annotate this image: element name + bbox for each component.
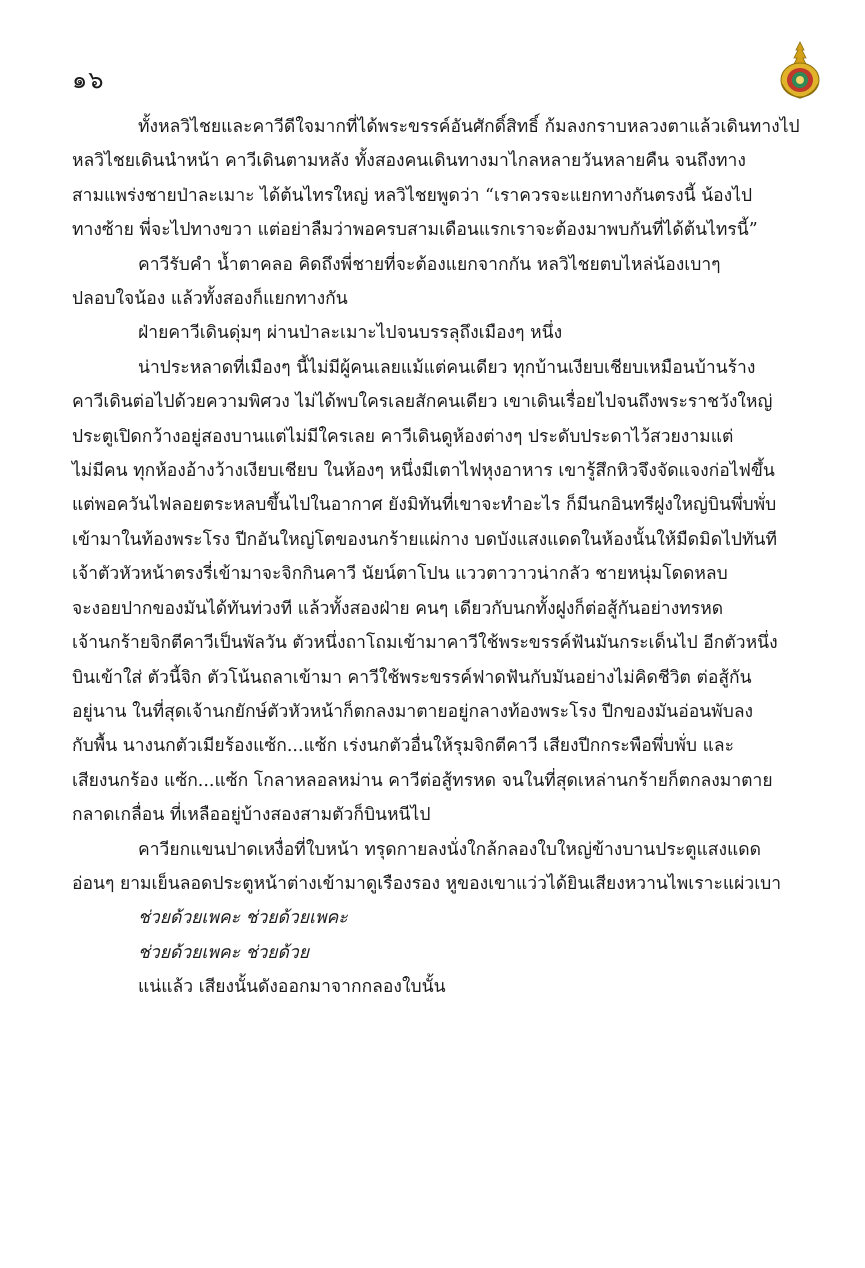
text-line: อยู่นาน ในที่สุดเจ้านกยักษ์ตัวหัวหน้าก็ตกลงมาตายอยู่กลางท้องพระโรง ปีกของมันอ่อนพับลง	[72, 701, 754, 722]
text-line: บินเข้าใส่ ตัวนี้จิก ตัวโน้นถลาเข้ามา คาวีใช้พระขรรค์ฟาดฟันกับมันอย่างไม่คิดชีวิต ต่อสู้กัน	[72, 667, 752, 688]
royal-emblem-icon	[778, 40, 822, 100]
text-line: แต่พอควันไฟลอยตระหลบขึ้นไปในอากาศ ยังมิทันที่เขาจะทำอะไร ก็มีนกอินทรีฝูงใหญ่บินพึ่บพั่บ	[72, 495, 777, 516]
text-line: เจ้าตัวหัวหน้าตรงรี่เข้ามาจะจิกกินคาวี นัยน์ตาโปน แววตาวาวน่ากลัว ชายหนุ่มโดดหลบ	[72, 564, 728, 585]
text-line: คาวียกแขนปาดเหงื่อที่ใบหน้า ทรุดกายลงนั่งใกล้กลองใบใหญ่ข้างบานประตูแสงแดด	[138, 839, 762, 860]
text-line: ทั้งหลวิไชยและคาวีดีใจมากที่ได้พระขรรค์อันศักดิ์สิทธิ์ ก้มลงกราบหลวงตาแล้วเดินทางไป	[138, 117, 800, 137]
text-line: ทางซ้าย พี่จะไปทางขวา แต่อย่าลืมว่าพอครบสามเดือนแรกเราจะต้องมาพบกันที่ได้ต้นไทรนี้”	[72, 220, 758, 241]
text-line: ฝ่ายคาวีเดินดุ่มๆ ผ่านป่าละเมาะไปจนบรรลุถึงเมืองๆ หนึ่ง	[138, 323, 563, 344]
paragraph	[72, 316, 832, 350]
paragraph	[72, 248, 832, 317]
text-line: เสียงนกร้อง แซ้ก...แซ้ก โกลาหลอลหม่าน คาวีต่อสู้ทรหด จนในที่สุดเหล่านกร้ายก็ตกลงมาตาย	[72, 770, 773, 791]
text-line: ไม่มีคน ทุกห้องอ้างว้างเงียบเชียบ ในห้องๆ หนึ่งมีเตาไฟหุงอาหาร เขารู้สึกหิวจึงจัดแจงก่อไฟขึ้น	[72, 461, 775, 482]
paragraph	[72, 833, 832, 902]
text-line: คาวีเดินต่อไปด้วยความพิศวง ไม่ได้พบใครเลยสักคนเดียว เขาเดินเรื่อยไปจนถึงพระราชวังใหญ่	[72, 392, 773, 413]
text-line: คาวีรับคำ น้ำตาคลอ คิดถึงพี่ชายที่จะต้องแยกจากกัน หลวิไชยตบไหล่น้องเบาๆ	[138, 254, 721, 275]
text-line: หลวิไชยเดินนำหน้า คาวีเดินตามหลัง ทั้งสองคนเดินทางมาไกลหลายวันหลายคืน จนถึงทาง	[72, 151, 746, 172]
text-line: ประตูเปิดกว้างอยู่สองบานแต่ไม่มีใครเลย คาวีเดินดูห้องต่างๆ ประดับประดาไว้สวยงามแต่	[72, 426, 734, 447]
closing-line: แน่แล้ว เสียงนั้นดังออกมาจากกลองใบนั้น	[138, 977, 446, 998]
text-line: ปลอบใจน้อง แล้วทั้งสองก็แยกทางกัน	[72, 289, 348, 310]
story-text	[72, 110, 832, 1005]
text-line: กลาดเกลื่อน ที่เหลืออยู่บ้างสองสามตัวก็บินหนีไป	[72, 805, 431, 826]
chant-line: ช่วยด้วยเพคะ ช่วยด้วย	[138, 942, 309, 963]
text-line: น่าประหลาดที่เมืองๆ นี้ไม่มีผู้คนเลยแม้แต่คนเดียว ทุกบ้านเงียบเชียบเหมือนบ้านร้าง	[138, 357, 756, 378]
text-line: สามแพร่งชายป่าละเมาะ ได้ต้นไทรใหญ่ หลวิไชยพูดว่า “เราควรจะแยกทางกันตรงนี้ น้องไป	[72, 185, 753, 206]
text-line: เจ้านกร้ายจิกตีคาวีเป็นพัลวัน ตัวหนึ่งถาโถมเข้ามาคาวีใช้พระขรรค์ฟันมันกระเด็นไป อีกตัวหนึ่ง	[72, 633, 778, 654]
text-line: จะงอยปากของมันได้ทันท่วงที แล้วทั้งสองฝ่าย คนๆ เดียวกับนกทั้งฝูงก็ต่อสู้กันอย่างทรหด	[72, 598, 724, 619]
paragraph	[72, 110, 832, 248]
text-line: อ่อนๆ ยามเย็นลอดประตูหน้าต่างเข้ามาดูเรืองรอง หูของเขาแว่วได้ยินเสียงหวานไพเราะแผ่วเบา	[72, 873, 782, 894]
chant-line: ช่วยด้วยเพคะ ช่วยด้วยเพคะ	[138, 908, 348, 929]
text-line: กับพื้น นางนกตัวเมียร้องแซ้ก...แซ้ก เร่งนกตัวอื่นให้รุมจิกตีคาวี เสียงปีกกระพือพึ่บพั่บ และ	[72, 736, 734, 757]
page-number: ๑๖	[72, 66, 105, 94]
paragraph	[72, 351, 832, 833]
text-line: เข้ามาในท้องพระโรง ปีกอันใหญ่โตของนกร้ายแผ่กาง บดบังแสงแดดในห้องนั้นให้มืดมิดไปทันที	[72, 529, 778, 550]
